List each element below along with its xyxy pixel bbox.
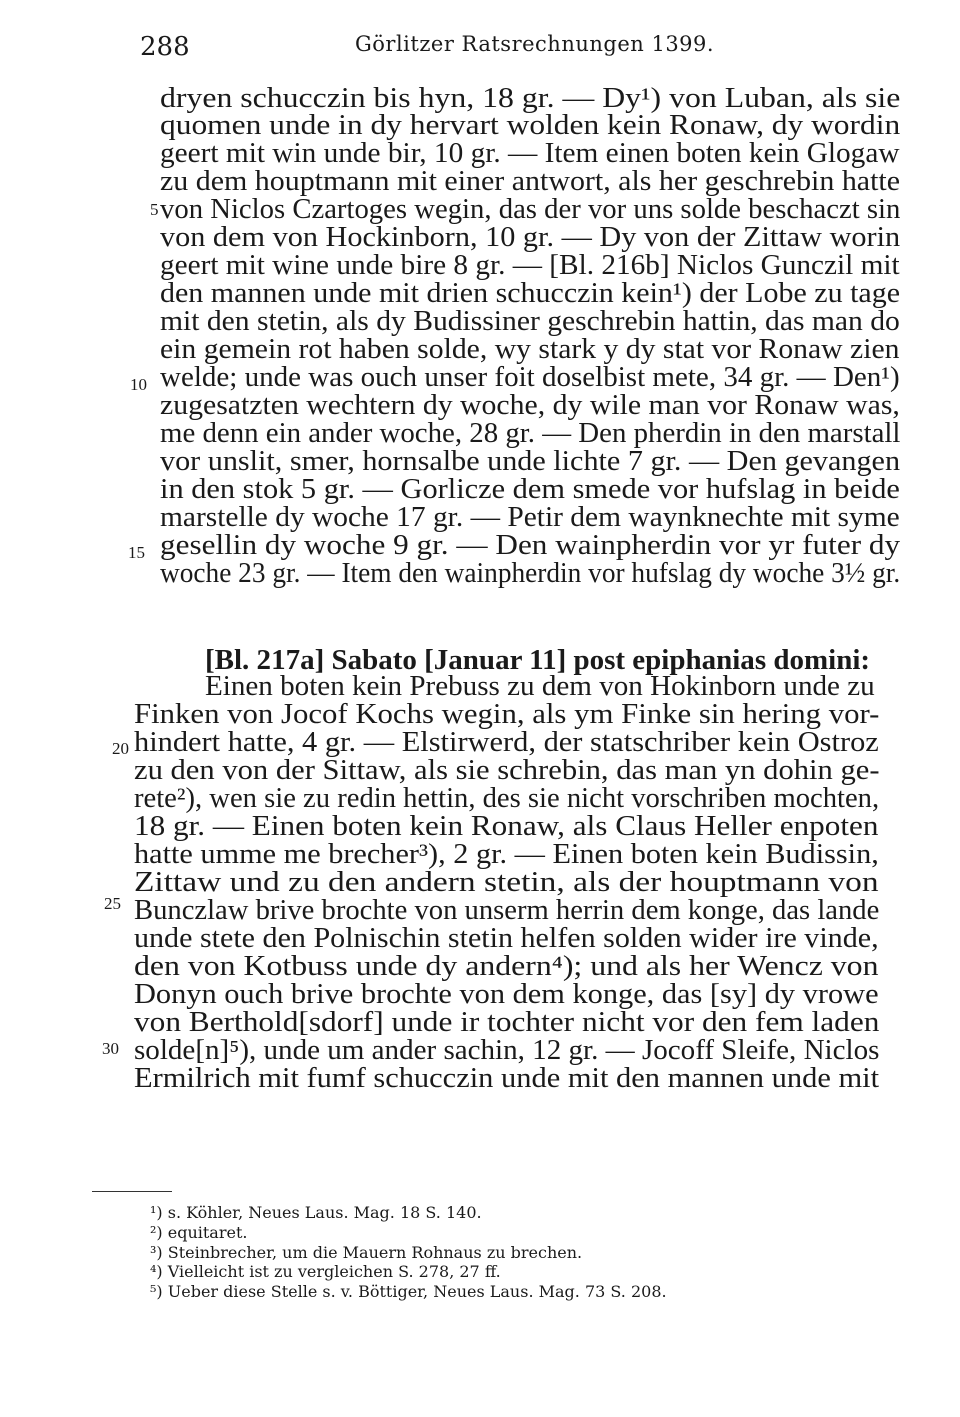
text-line: von dem von Hockinborn, 10 gr. — Dy von der Zittaw worin <box>160 222 901 253</box>
text-line: geert mit win unde bir, 10 gr. — Item einen boten kein Glogaw <box>160 138 900 169</box>
running-head: Görlitzer Ratsrechnungen 1399. <box>355 32 715 56</box>
text-line: gesellin dy woche 9 gr. — Den wainpherdin vor yr futer dy <box>160 530 901 561</box>
text-line: unde stete den Polnischin stetin helfen solden wider ire vinde, <box>134 923 879 954</box>
line-number: 15 <box>128 543 145 562</box>
text-line: Bunczlaw brive brochte von unserm herrin dem konge, das lande <box>134 895 880 926</box>
line-number: 5 <box>150 200 159 219</box>
text-line: mit den stetin, als dy Budissiner geschrebin hattin, das man do <box>160 306 900 337</box>
text-line: Ermilrich mit fumf schucczin unde mit den mannen unde mit <box>134 1063 880 1094</box>
footnote-rule <box>92 1191 172 1192</box>
footnote: ³) Steinbrecher, um die Mauern Rohnaus zu brechen. <box>150 1243 583 1262</box>
page-number: 288 <box>140 32 190 62</box>
line-number: 25 <box>104 894 121 913</box>
text-line: von Niclos Czartoges wegin, das der vor uns solde beschaczt sin <box>160 194 901 225</box>
line-number: 30 <box>102 1039 119 1058</box>
text-line: marstelle dy woche 17 gr. — Petir dem waynknechte mit syme <box>160 502 900 533</box>
text-line: rete²), wen sie zu redin hettin, des sie nicht vorschriben mochten, <box>134 783 880 814</box>
text-line: welde; unde was ouch unser foit doselbist mete, 34 gr. — Den¹) <box>160 362 900 393</box>
text-line: woche 23 gr. — Item den wainpherdin vor hufslag dy woche 3½ gr. <box>160 558 901 589</box>
footnote: ⁵) Ueber diese Stelle s. v. Böttiger, Neues Laus. Mag. 73 S. 208. <box>150 1282 667 1301</box>
footnote: ²) equitaret. <box>150 1223 248 1242</box>
text-line: ein gemein rot haben solde, wy stark y dy stat vor Ronaw zien <box>160 334 900 365</box>
line-number: 20 <box>112 739 129 758</box>
text-line: quomen unde in dy hervart wolden kein Ronaw, dy wordin <box>160 110 901 141</box>
text-line: me denn ein ander woche, 28 gr. — Den pherdin in den marstall <box>160 418 901 449</box>
text-line: zu dem houptmann mit einer antwort, als her geschrebin hatte <box>160 166 901 197</box>
text-line: dryen schucczin bis hyn, 18 gr. — Dy¹) von Luban, als sie <box>160 83 901 114</box>
text-line: geert mit wine unde bire 8 gr. — [Bl. 216b] Niclos Gunczil mit <box>160 250 900 281</box>
text-line: Finken von Jocof Kochs wegin, als ym Finke sin hering vor- <box>134 699 880 730</box>
text-line: 18 gr. — Einen boten kein Ronaw, als Claus Heller enpoten <box>134 811 879 842</box>
text-line: zu den von der Sittaw, als sie schrebin, das man yn dohin ge- <box>134 755 880 786</box>
text-line: in den stok 5 gr. — Gorlicze dem smede vor hufslag in beide <box>160 474 900 505</box>
text-line: Zittaw und zu den andern stetin, als der houptmann von <box>134 867 879 898</box>
footnote: ⁴) Vielleicht ist zu vergleichen S. 278, 27 ff. <box>150 1262 501 1281</box>
text-line: hatte umme me brecher³), 2 gr. — Einen boten kein Budissin, <box>134 839 879 870</box>
text-line: den mannen unde mit drien schucczin kein¹) der Lobe zu tage <box>160 278 901 309</box>
text-line: vor unslit, smer, hornsalbe unde lichte 7 gr. — Den gevangen <box>160 446 901 477</box>
text-line: den von Kotbuss unde dy andern⁴); und als her Wencz von <box>134 951 879 982</box>
line-number: 10 <box>130 375 147 394</box>
text-line: solde[n]⁵), unde um ander sachin, 12 gr. — Jocoff Sleife, Niclos <box>134 1035 880 1066</box>
text-line: zugesatzten wechtern dy woche, dy wile man vor Ronaw was, <box>160 390 900 421</box>
text-line: von Berthold[sdorf] unde ir tochter nicht vor den fem laden <box>134 1007 880 1038</box>
text-line: hindert hatte, 4 gr. — Elstirwerd, der statschriber kein Ostroz <box>134 727 879 758</box>
section-heading: [Bl. 217a] Sabato [Januar 11] post epiphanias domini: <box>205 645 871 676</box>
footnote: ¹) s. Köhler, Neues Laus. Mag. 18 S. 140. <box>150 1203 482 1222</box>
text-line: Einen boten kein Prebuss zu dem von Hokinborn unde zu <box>205 671 875 702</box>
text-line: Donyn ouch brive brochte von dem konge, das [sy] dy vrowe <box>134 979 879 1010</box>
